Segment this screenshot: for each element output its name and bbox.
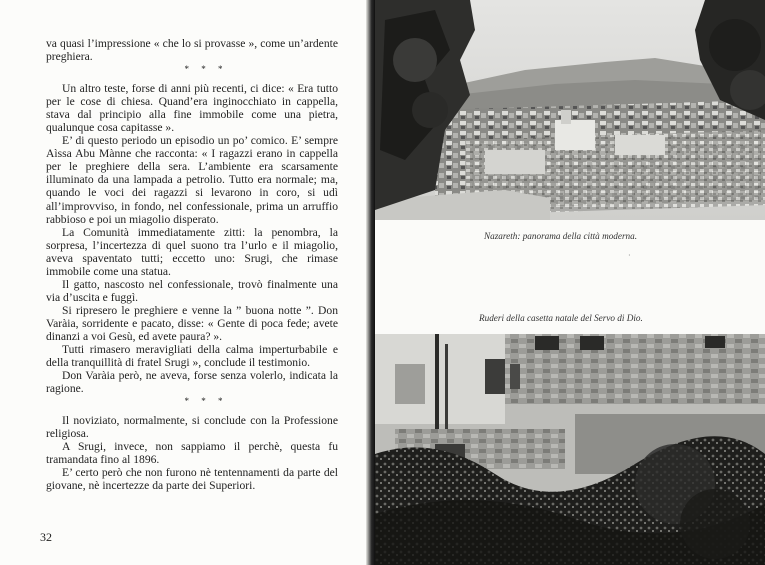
paragraph: Il noviziato, normalmente, si conclude con la Professione religiosa. — [46, 414, 338, 441]
paragraph: Don Varàia però, ne aveva, forse senza volerlo, indicata la ragione. — [46, 369, 338, 396]
paragraph: E’ di questo periodo un episodio un po’ comico. E’ sempre Aìssa Abu Mànne che racconta: « I ragazzi erano in cappella per le preghiere della sera. L’ambiente era scarsamente illuminato da una lampada a petrolio. Tutto era normale; ma, quando le voci dei ragazzi si levarono in coro, si udì all’improvviso, in fondo, nel confessionale, prima un arruffio rabbioso e poi un miagolio disperato. — [46, 134, 338, 226]
left-page — [0, 0, 370, 565]
paragraph: Si ripresero le preghiere e venne la ” buona notte ”. Don Varàia, sorridente e pacato, disse: « Gente di poca fede; avete dinanzi a voi Gesù, ed avete paura? ». — [46, 303, 338, 343]
book-gutter — [366, 0, 375, 565]
paragraph: Un altro teste, forse di anni più recenti, ci dice: « Era tutto per le cose di chiesa. Quand’era inginocchiato in cappella, stava dal principio alla fine immobile come una pietra, qualunque cosa capitasse ». — [46, 82, 338, 135]
paragraph: La Comunità immediatamente zitti: la penombra, la sorpresa, l’incertezza di quel suono tra l’urlo e il miagolio, aveva spaventato tutti; eccetto uno: Srugi, che rimase immobile come una statua. — [46, 225, 338, 278]
body-text — [46, 37, 338, 493]
page-number: 32 — [40, 530, 52, 544]
paragraph: A Srugi, invece, non sappiamo il perchè, questa fu tramandata fino al 1896. — [46, 440, 338, 467]
paragraph: Tutti rimasero meravigliati della calma imperturbabile e della tranquillità di fratel Srugi », conclude il testimonio. — [46, 343, 338, 370]
section-separator-stars: * * * — [184, 396, 228, 407]
section-separator-stars: * * * — [184, 64, 228, 75]
paragraph: va quasi l’impressione « che lo si provasse », come un’ardente preghiera. — [46, 37, 338, 64]
paragraph: E’ certo però che non furono nè tentennamenti da parte del giovane, nè incertezze da parte dei Superiori. — [46, 466, 338, 493]
birth-house-ruins-photo — [375, 334, 765, 565]
photo-caption-bottom: Ruderi della casetta natale del Servo di Dio. — [479, 313, 643, 323]
scan-speck: · — [628, 251, 631, 260]
nazareth-panorama-photo — [375, 0, 765, 220]
photo-caption-top: Nazareth: panorama della città moderna. — [484, 231, 638, 241]
paragraph: Il gatto, nascosto nel confessionale, trovò finalmente una via d’uscita e fuggì. — [46, 277, 338, 304]
